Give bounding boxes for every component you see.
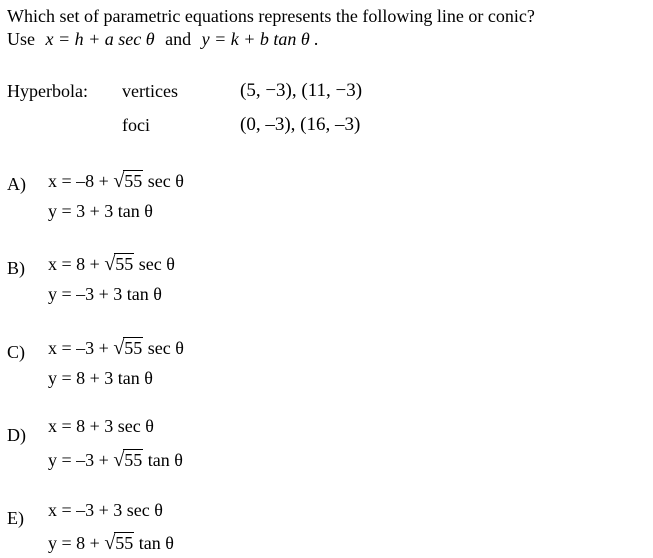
and-word: and [165,29,192,49]
sqrt-symbol: √55 [113,337,143,359]
choice-a-letter[interactable]: A) [7,174,26,194]
vertices-label: vertices [122,81,178,101]
choice-e-y-equation[interactable] [48,532,174,555]
conic-type-label: Hyperbola: [7,81,88,101]
x-eq-start: x = 8 + [48,254,105,274]
x-eq-end: sec θ [143,171,184,191]
x-eq-start: x = –8 + [48,171,114,191]
choice-e-letter[interactable]: E) [7,508,24,528]
x-eq-end: sec θ [134,254,175,274]
y-eq-end: tan θ [134,533,174,553]
question-line-1: Which set of parametric equations represents the following line or conic? [7,6,535,26]
y-general-equation: y = k + b tan θ . [201,29,319,49]
sqrt-symbol: √55 [113,170,143,192]
choice-d-x-equation[interactable]: x = 8 + 3 sec θ [48,416,154,436]
x-eq-end: sec θ [143,338,184,358]
x-general-equation: x = h + a sec θ [45,29,155,49]
choice-b-letter[interactable]: B) [7,258,25,278]
foci-value: (0, –3), (16, –3) [240,114,361,135]
choice-c-y-equation[interactable]: y = 8 + 3 tan θ [48,368,153,388]
choice-e-x-equation[interactable]: x = –3 + 3 sec θ [48,500,163,520]
choice-c-x-equation[interactable] [48,337,184,360]
x-eq-start: x = –3 + [48,338,114,358]
choice-c-letter[interactable]: C) [7,342,25,362]
choice-a-y-equation[interactable]: y = 3 + 3 tan θ [48,201,153,221]
y-eq-start: y = –3 + [48,450,114,470]
vertices-value: (5, −3), (11, −3) [240,80,363,101]
use-word: Use [7,29,35,49]
sqrt-symbol: √55 [104,532,134,554]
y-eq-end: tan θ [143,450,183,470]
sqrt-symbol: √55 [104,253,134,275]
choice-b-y-equation[interactable]: y = –3 + 3 tan θ [48,284,162,304]
choice-d-letter[interactable]: D) [7,425,26,445]
sqrt-symbol: √55 [113,449,143,471]
choice-a-x-equation[interactable] [48,170,184,193]
foci-label: foci [122,115,150,135]
choice-b-x-equation[interactable] [48,253,175,276]
choice-d-y-equation[interactable] [48,449,183,472]
y-eq-start: y = 8 + [48,533,105,553]
question-line-2 [7,29,319,50]
